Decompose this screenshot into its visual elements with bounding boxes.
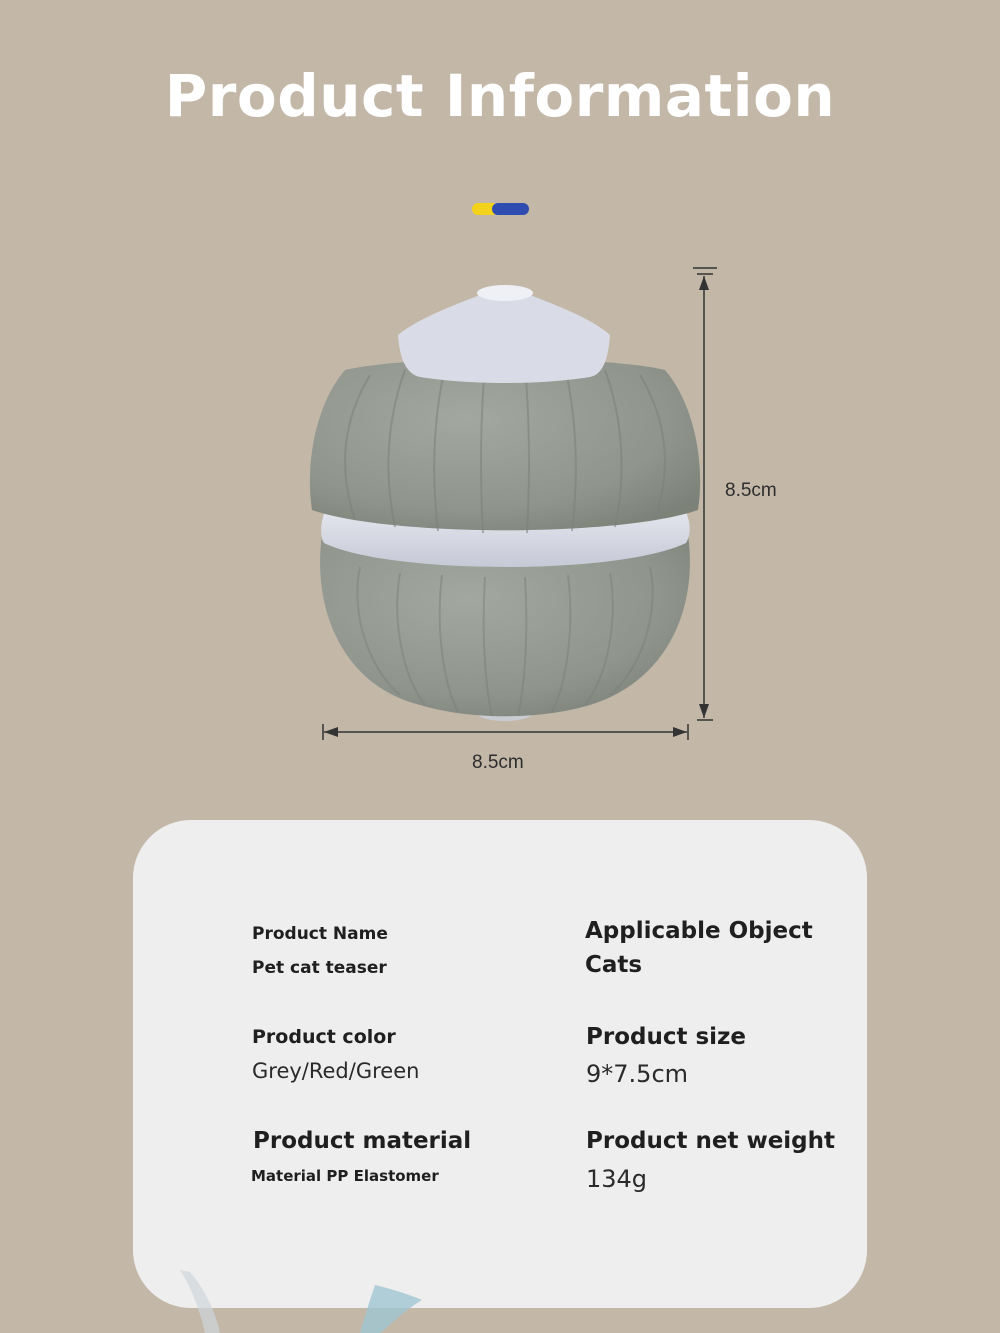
feather-decoration — [160, 1250, 460, 1333]
product-name-label: Product Name — [252, 924, 388, 944]
product-material-label: Product material — [253, 1128, 472, 1154]
product-color-label: Product color — [252, 1026, 396, 1048]
product-size-label: Product size — [586, 1024, 747, 1050]
product-net-weight-value: 134g — [586, 1165, 648, 1193]
width-label: 8.5cm — [472, 752, 524, 773]
product-name-value: Pet cat teaser — [252, 958, 387, 978]
accent-dots — [472, 203, 532, 217]
applicable-object-label: Applicable Object — [585, 918, 813, 944]
product-color-value: Grey/Red/Green — [252, 1059, 420, 1083]
height-dimension-line — [690, 262, 720, 732]
product-material-value: Material PP Elastomer — [251, 1167, 439, 1185]
page-title: Product Information — [164, 62, 836, 130]
product-net-weight-label: Product net weight — [586, 1128, 836, 1154]
spec-card — [133, 820, 867, 1308]
width-dimension-line — [318, 720, 694, 744]
applicable-object-value: Cats — [585, 952, 643, 978]
product-size-value: 9*7.5cm — [586, 1060, 689, 1088]
blue-dot — [492, 203, 529, 215]
height-label: 8.5cm — [725, 480, 777, 501]
product-image — [300, 275, 710, 735]
